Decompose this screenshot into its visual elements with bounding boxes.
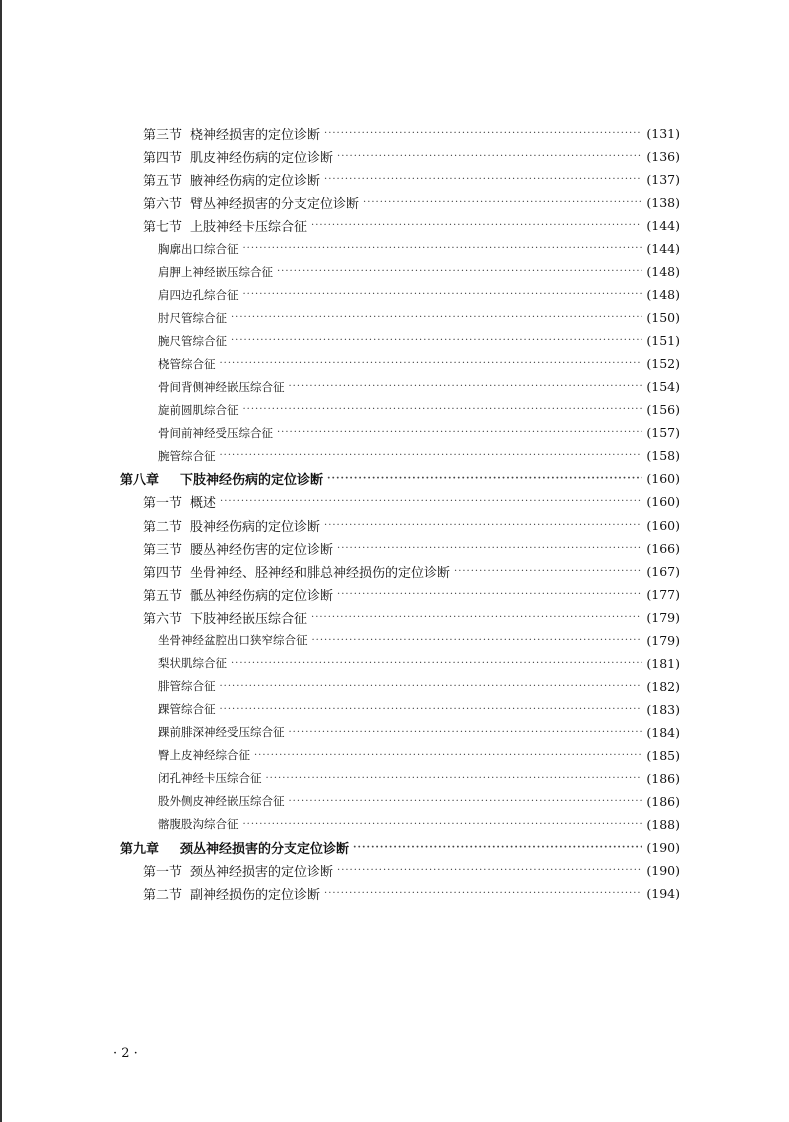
leader-dots xyxy=(266,773,643,784)
leader-dots xyxy=(324,174,642,185)
leader-dots xyxy=(337,865,642,876)
entry-title: 颈丛神经损害的定位诊断 xyxy=(190,864,334,880)
entry-title: 腕管综合征 xyxy=(158,448,216,463)
entry-title: 腰丛神经伤害的定位诊断 xyxy=(190,542,334,558)
entry-title: 桡神经损害的定位诊断 xyxy=(190,128,321,143)
leader-dots xyxy=(243,819,643,830)
leader-dots xyxy=(289,727,643,738)
entry-title: 腓管综合征 xyxy=(158,679,216,694)
entry-prefix: 第六节 xyxy=(143,197,183,213)
entry-title: 坐骨神经盆腔出口狭窄综合征 xyxy=(158,633,308,648)
leader-dots xyxy=(243,243,643,254)
entry-title: 踝管综合征 xyxy=(158,702,216,717)
leader-dots xyxy=(337,589,642,600)
toc-entry xyxy=(158,767,680,790)
leader-dots xyxy=(254,750,642,761)
leader-dots xyxy=(311,612,642,623)
entry-page: (138) xyxy=(646,195,680,211)
toc-entry xyxy=(158,629,680,652)
leader-dots xyxy=(327,473,642,484)
leader-dots xyxy=(220,450,643,461)
entry-page: (144) xyxy=(646,218,680,234)
leader-dots xyxy=(243,404,643,415)
entry-title: 颈丛神经损害的分支定位诊断 xyxy=(180,841,350,857)
leader-dots xyxy=(337,151,642,162)
entry-prefix: 第七节 xyxy=(143,220,183,236)
entry-page: (167) xyxy=(646,563,680,579)
toc-entry xyxy=(143,514,680,537)
leader-dots xyxy=(312,635,643,646)
entry-page: (136) xyxy=(646,149,680,165)
entry-page: (166) xyxy=(646,540,680,556)
entry-prefix: 第三节 xyxy=(143,542,183,558)
leader-dots xyxy=(289,381,643,392)
leader-dots xyxy=(277,427,642,438)
entry-title: 肩胛上神经嵌压综合征 xyxy=(158,264,273,279)
leader-dots xyxy=(324,128,642,139)
entry-prefix: 第四节 xyxy=(143,565,183,581)
toc-entry xyxy=(143,583,680,606)
entry-title: 肘尺管综合征 xyxy=(158,310,227,325)
entry-title: 髂腹股沟综合征 xyxy=(158,817,239,832)
toc-entry xyxy=(143,859,680,882)
toc-entry xyxy=(143,168,680,191)
entry-prefix: 第四节 xyxy=(143,151,183,167)
entry-prefix: 第一节 xyxy=(143,864,183,880)
leader-dots xyxy=(220,358,643,369)
entry-page: (177) xyxy=(646,586,680,602)
toc-entry xyxy=(143,560,680,583)
toc-entry xyxy=(158,283,680,306)
entry-prefix: 第一节 xyxy=(143,496,183,512)
toc-entry xyxy=(143,145,680,168)
toc-entry xyxy=(158,675,680,698)
leader-dots xyxy=(231,312,642,323)
entry-page: (185) xyxy=(646,747,680,763)
entry-prefix: 第九章 xyxy=(120,841,160,857)
entry-title: 股神经伤病的定位诊断 xyxy=(190,519,321,535)
leader-dots xyxy=(311,220,642,231)
entry-title: 闭孔神经卡压综合征 xyxy=(158,771,262,786)
entry-title: 股外侧皮神经嵌压综合征 xyxy=(158,794,285,809)
entry-page: (160) xyxy=(646,494,680,510)
entry-page: (186) xyxy=(646,793,680,809)
entry-page: (188) xyxy=(646,816,680,832)
toc-entry xyxy=(158,329,680,352)
entry-title: 梨状肌综合征 xyxy=(158,656,227,671)
toc-entry xyxy=(143,606,680,629)
entry-page: (181) xyxy=(646,655,680,671)
toc-entry xyxy=(120,836,680,859)
leader-dots xyxy=(353,842,642,853)
entry-title: 上肢神经卡压综合征 xyxy=(190,220,308,236)
entry-page: (148) xyxy=(646,264,680,280)
toc-entry xyxy=(143,191,680,214)
entry-title: 骶丛神经伤病的定位诊断 xyxy=(190,588,334,604)
toc-entry xyxy=(143,537,680,560)
entry-title: 下肢神经嵌压综合征 xyxy=(190,611,308,627)
entry-page: (194) xyxy=(646,885,680,901)
leader-dots xyxy=(231,335,642,346)
toc-entry xyxy=(158,260,680,283)
entry-prefix: 第五节 xyxy=(143,588,183,604)
entry-title: 副神经损伤的定位诊断 xyxy=(190,887,321,903)
entry-page: (160) xyxy=(646,471,680,487)
toc-entry xyxy=(158,652,680,675)
entry-prefix: 第五节 xyxy=(143,174,183,190)
toc-entry xyxy=(158,237,680,260)
entry-title: 臀上皮神经综合征 xyxy=(158,748,250,763)
page-number: · 2 · xyxy=(113,1046,138,1061)
leader-dots xyxy=(277,266,642,277)
entry-page: (154) xyxy=(646,379,680,395)
toc-entry xyxy=(143,214,680,237)
entry-page: (179) xyxy=(646,609,680,625)
toc-entry xyxy=(158,352,680,375)
toc-entry xyxy=(143,122,680,145)
toc-entry xyxy=(158,421,680,444)
entry-prefix: 第二节 xyxy=(143,519,183,535)
entry-title: 肩四边孔综合征 xyxy=(158,287,239,302)
toc-entry xyxy=(120,467,680,490)
entry-page: (137) xyxy=(646,172,680,188)
entry-title: 下肢神经伤病的定位诊断 xyxy=(180,473,324,489)
toc-entry xyxy=(158,721,680,744)
toc-entry xyxy=(158,744,680,767)
leader-dots xyxy=(220,496,642,507)
entry-page: (144) xyxy=(646,241,680,257)
entry-title: 臂丛神经损害的分支定位诊断 xyxy=(190,197,360,213)
entry-title: 腕尺管综合征 xyxy=(158,333,227,348)
entry-page: (152) xyxy=(646,356,680,372)
toc-entry xyxy=(158,813,680,836)
entry-page: (160) xyxy=(646,517,680,533)
leader-dots xyxy=(289,796,643,807)
entry-page: (190) xyxy=(646,862,680,878)
toc-entry xyxy=(158,306,680,329)
entry-title: 腋神经伤病的定位诊断 xyxy=(190,174,321,190)
entry-title: 胸廓出口综合征 xyxy=(158,241,239,256)
entry-title: 骨间前神经受压综合征 xyxy=(158,425,273,440)
entry-title: 骨间背侧神经嵌压综合征 xyxy=(158,379,285,394)
entry-prefix: 第六节 xyxy=(143,611,183,627)
entry-page: (148) xyxy=(646,287,680,303)
entry-title: 踝前腓深神经受压综合征 xyxy=(158,725,285,740)
entry-page: (179) xyxy=(646,632,680,648)
entry-page: (190) xyxy=(646,839,680,855)
entry-prefix: 第八章 xyxy=(120,473,160,489)
entry-page: (156) xyxy=(646,402,680,418)
leader-dots xyxy=(243,289,643,300)
toc-entry xyxy=(158,444,680,467)
leader-dots xyxy=(220,681,643,692)
entry-page: (186) xyxy=(646,770,680,786)
toc-entry xyxy=(158,698,680,721)
leader-dots xyxy=(337,543,642,554)
entry-page: (157) xyxy=(646,425,680,441)
entry-page: (158) xyxy=(646,448,680,464)
leader-dots xyxy=(363,197,642,208)
entry-title: 旋前圆肌综合征 xyxy=(158,402,239,417)
leader-dots xyxy=(454,566,642,577)
entry-page: (150) xyxy=(646,310,680,326)
toc-entry xyxy=(143,490,680,513)
toc-entry xyxy=(158,790,680,813)
entry-page: (184) xyxy=(646,724,680,740)
entry-page: (182) xyxy=(646,678,680,694)
entry-page: (151) xyxy=(646,333,680,349)
toc-entry xyxy=(158,398,680,421)
entry-page: (183) xyxy=(646,701,680,717)
leader-dots xyxy=(220,704,643,715)
entry-prefix: 第二节 xyxy=(143,887,183,903)
entry-title: 桡管综合征 xyxy=(158,356,216,371)
leader-dots xyxy=(324,888,642,899)
page-edge xyxy=(0,0,2,1122)
entry-title: 坐骨神经、胫神经和腓总神经损伤的定位诊断 xyxy=(190,565,451,581)
entry-title: 概述 xyxy=(190,496,217,512)
toc-entry xyxy=(143,882,680,905)
entry-page: (131) xyxy=(646,126,680,141)
entry-prefix: 第三节 xyxy=(143,128,183,143)
toc-entry xyxy=(158,375,680,398)
entry-title: 肌皮神经伤病的定位诊断 xyxy=(190,151,334,167)
leader-dots xyxy=(231,658,642,669)
leader-dots xyxy=(324,520,642,531)
